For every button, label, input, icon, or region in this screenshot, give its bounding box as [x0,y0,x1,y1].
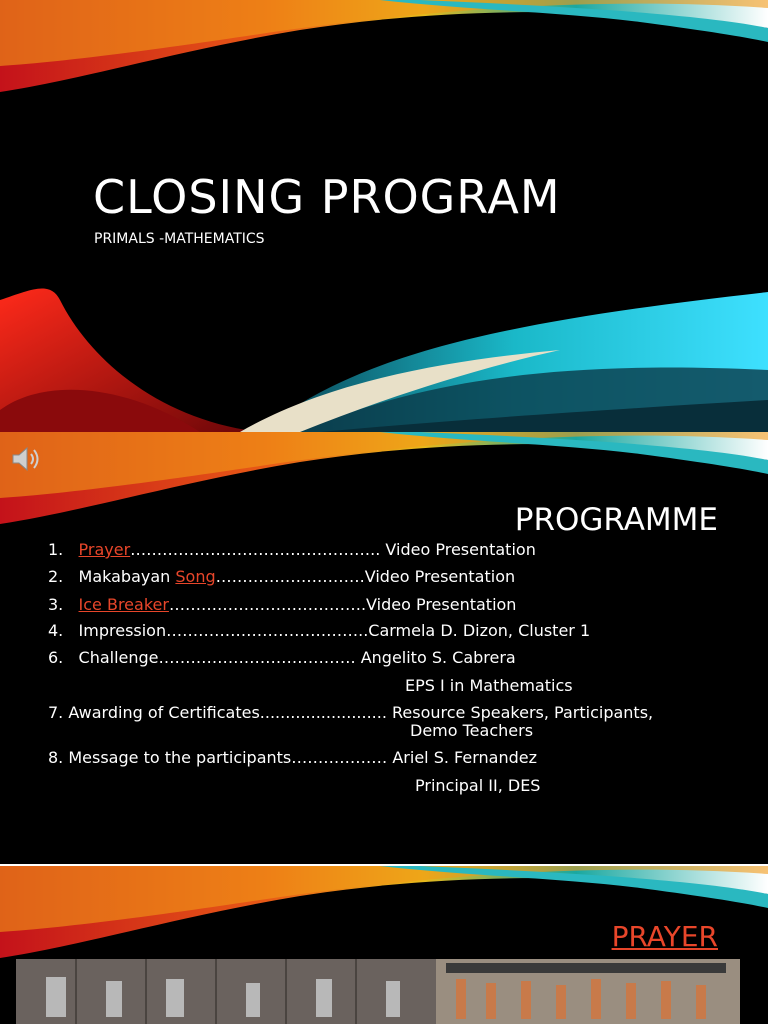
title-slide [0,0,768,432]
slide-subtitle: PRIMALS -MATHEMATICS [94,231,265,247]
list-item: EPS I in Mathematics [405,676,573,695]
list-item: 1. Prayer……………………………………….. Video Presentation [48,540,536,559]
programme-title: PROGRAMME [514,502,718,538]
prayer-title-link[interactable]: PRAYER [611,920,718,953]
programme-list [0,432,768,864]
programme-slide [0,432,768,864]
ice-breaker-link[interactable]: Ice Breaker [78,595,169,614]
prayer-link[interactable]: Prayer [78,540,131,559]
slide-title: CLOSING PROGRAM [93,170,561,224]
list-item: 3. Ice Breaker……………………………….Video Presentation [48,595,517,614]
list-item: Demo Teachers [410,721,534,740]
list-item: 2. Makabayan Song……………………….Video Presentation [48,567,516,586]
list-item: 7. Awarding of Certificates......................... Resource Speakers, Participants, [48,703,654,722]
list-item: Principal II, DES [415,776,541,795]
song-link[interactable]: Song [175,567,216,586]
list-item: 4. Impression………………………………..Carmela D. Dizon, Cluster 1 [48,621,591,640]
list-item: 6. Challenge………………………………. Angelito S. Cabrera [48,648,516,667]
video-thumbnail[interactable] [16,959,740,1024]
prayer-slide [0,866,768,1024]
list-item: 8. Message to the participants……………… Ariel S. Fernandez [48,748,537,767]
